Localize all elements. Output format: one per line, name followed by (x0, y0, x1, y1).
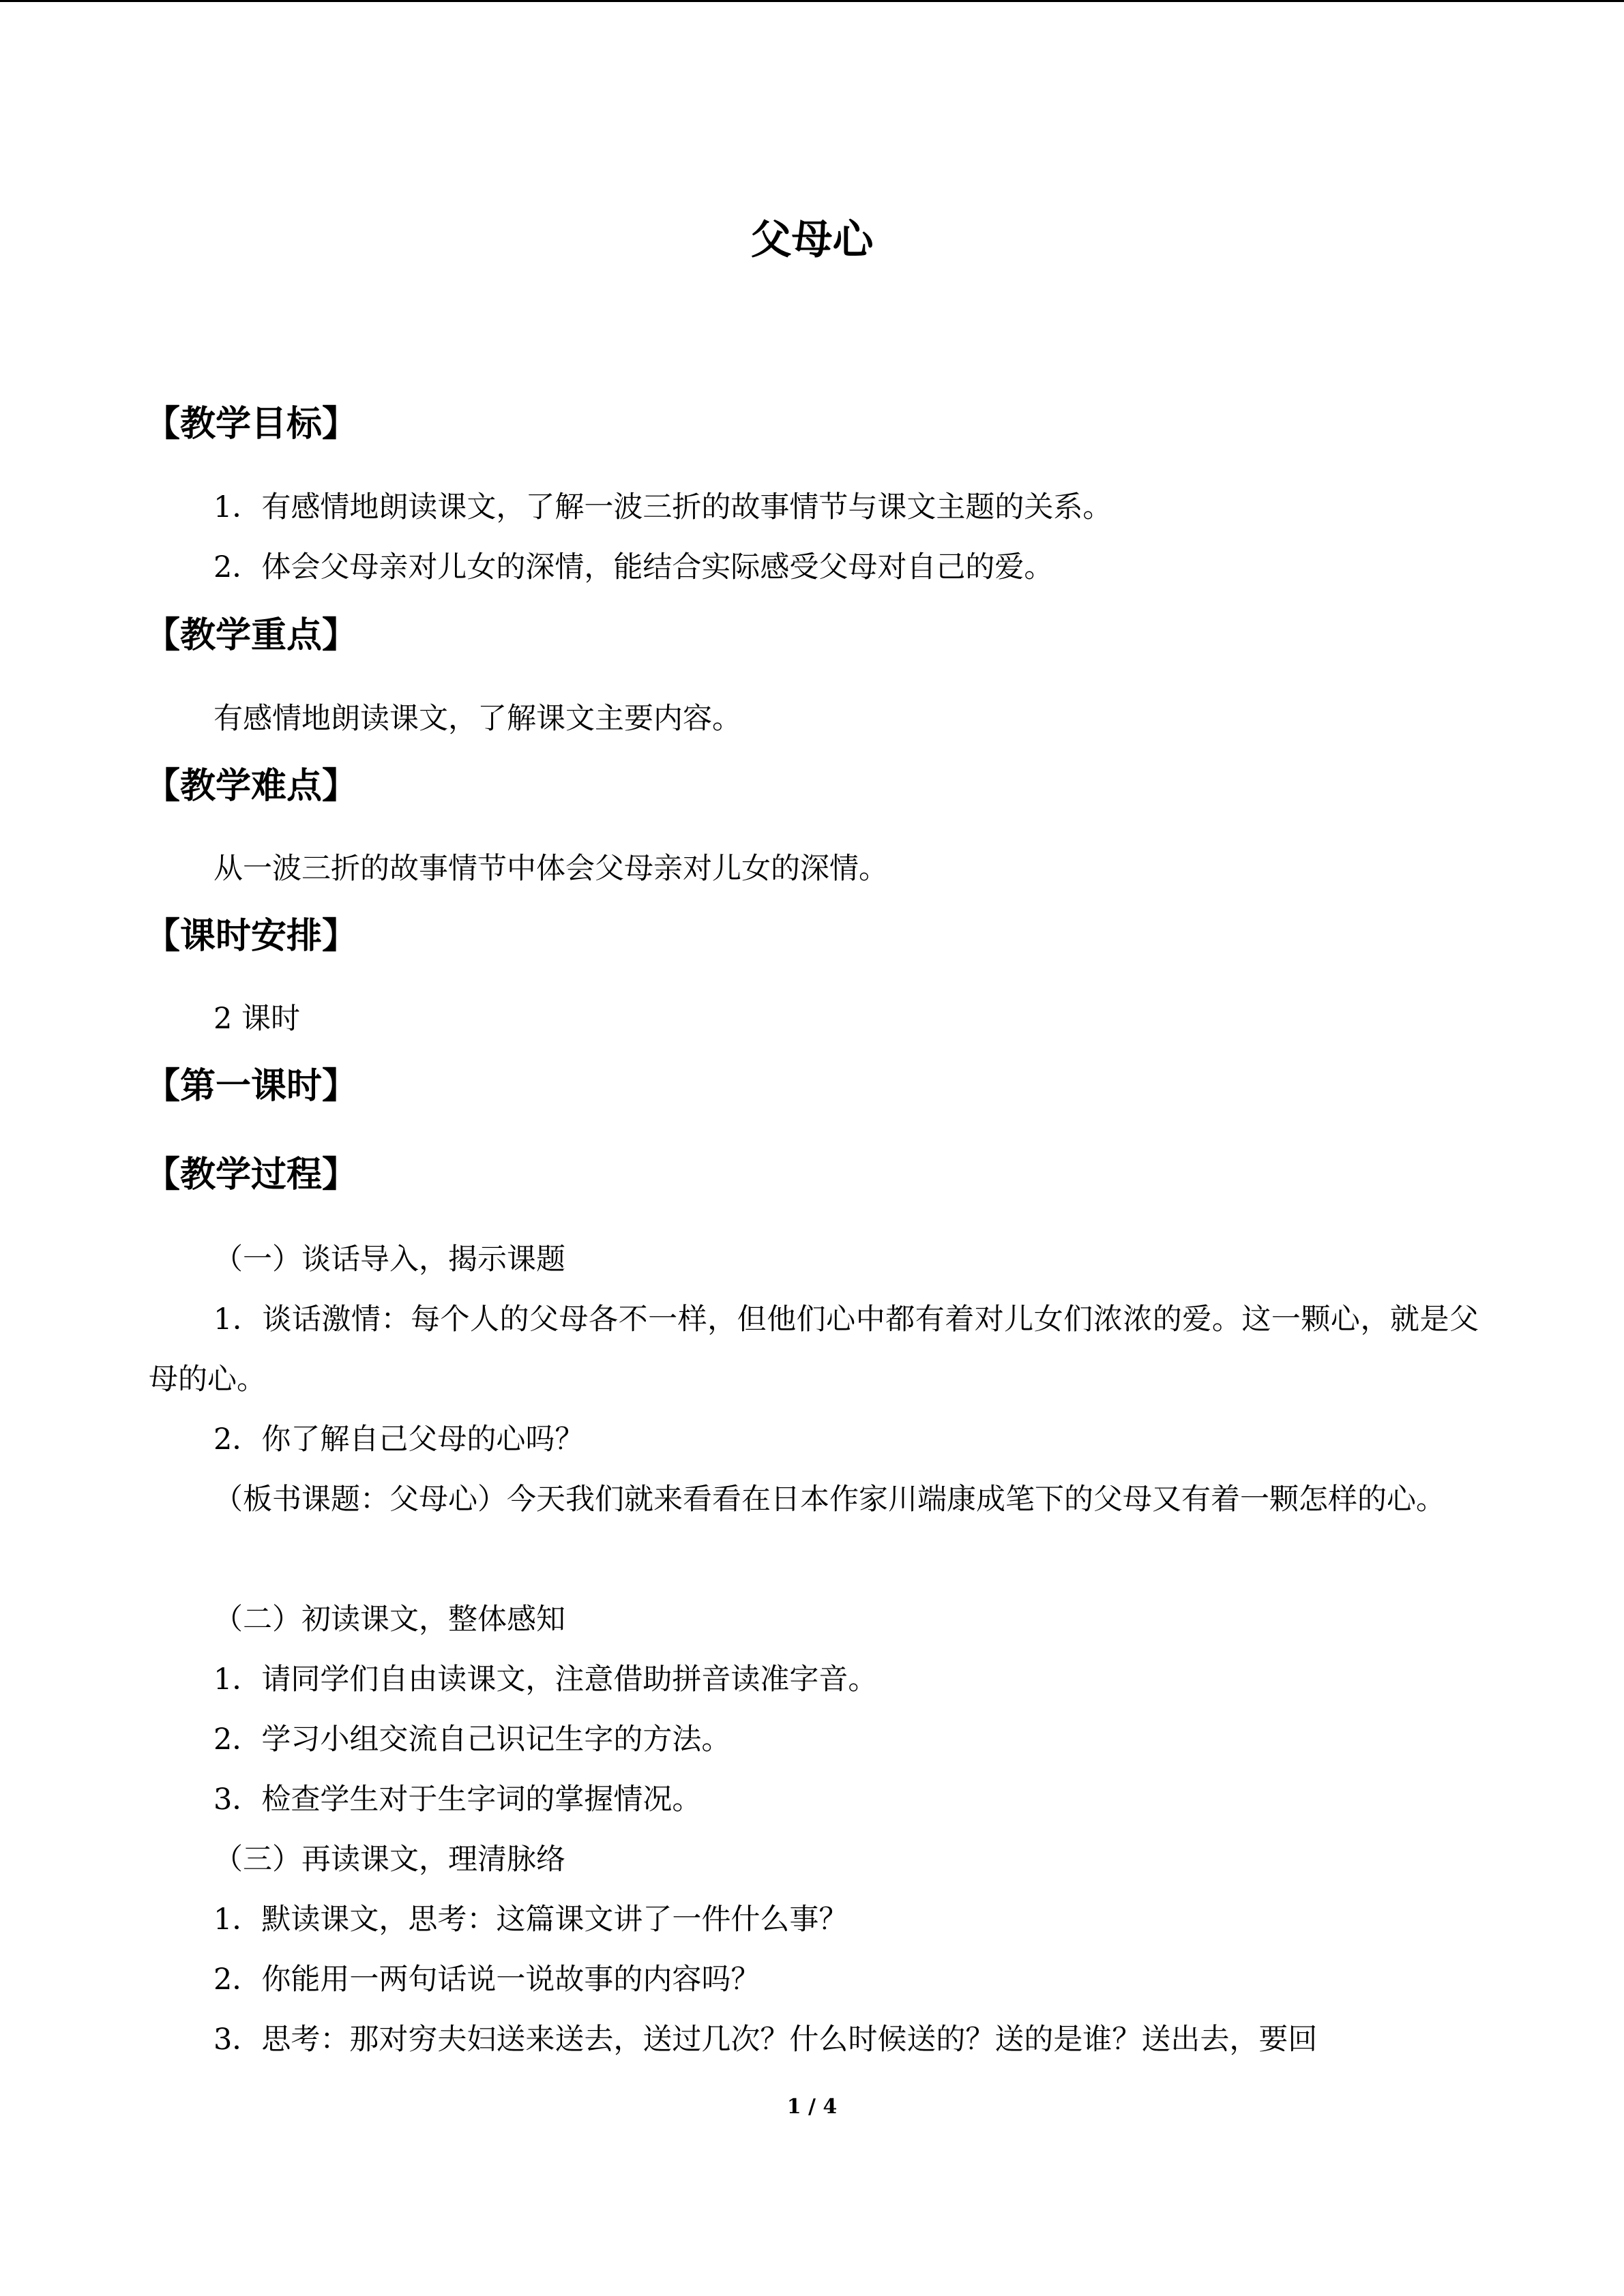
process-item: 2．你了解自己父母的心吗？ (213, 1422, 585, 1457)
section-heading-focus: 【教学重点】 (145, 615, 358, 656)
objective-item: 2．体会父母亲对儿女的深情，能结合实际感受父母对自己的爱。 (213, 550, 1054, 584)
page-top-border (0, 0, 1624, 2)
difficulty-text: 从一波三折的故事情节中体会父母亲对儿女的深情。 (213, 852, 888, 886)
objective-item: 1．有感情地朗读课文，了解一波三折的故事情节与课文主题的关系。 (213, 490, 1112, 524)
process-item: 3．检查学生对于生字词的掌握情况。 (213, 1783, 702, 1817)
section-heading-process: 【教学过程】 (145, 1154, 358, 1195)
process-item: 1．谈话激情：每个人的父母各不一样，但他们心中都有着对儿女们浓浓的爱。这一颗心，就是父母的心。 (149, 1302, 1479, 1397)
page-number: 1 / 4 (786, 2095, 838, 2119)
process-item: 1．默读课文，思考：这篇课文讲了一件什么事？ (213, 1903, 848, 1937)
process-subheading: （二）初读课文，整体感知 (213, 1602, 565, 1637)
section-heading-first-lesson: 【第一课时】 (145, 1066, 358, 1107)
process-item: 3．思考：那对穷夫妇送来送去，送过几次？什么时候送的？送的是谁？送出去，要回 (213, 2023, 1318, 2057)
process-subheading: （一）谈话导入，揭示课题 (213, 1242, 565, 1277)
section-heading-objectives: 【教学目标】 (145, 404, 358, 445)
section-heading-difficulty: 【教学难点】 (145, 766, 358, 807)
process-item: 1．请同学们自由读课文，注意借助拼音读准字音。 (213, 1663, 878, 1697)
process-subheading: （三）再读课文，理清脉络 (213, 1843, 565, 1877)
process-item: 2．你能用一两句话说一说故事的内容吗？ (213, 1963, 761, 1997)
document-title: 父母心 (750, 216, 874, 264)
focus-text: 有感情地朗读课文，了解课文主要内容。 (213, 702, 741, 736)
process-item: （板书课题：父母心）今天我们就来看看在日本作家川端康成笔下的父母又有着一颗怎样的心。 (213, 1482, 1445, 1517)
section-heading-schedule: 【课时安排】 (145, 916, 358, 957)
process-item: 2．学习小组交流自己识记生字的方法。 (213, 1723, 731, 1757)
schedule-text: 2 课时 (213, 1002, 301, 1036)
